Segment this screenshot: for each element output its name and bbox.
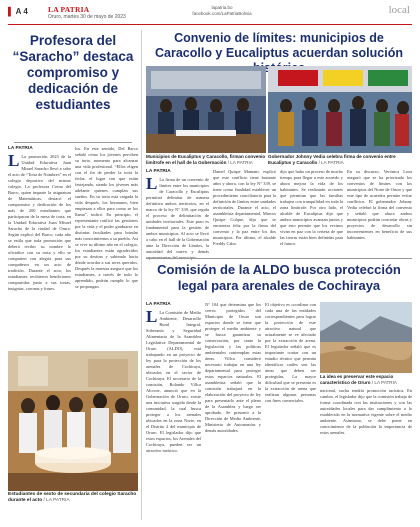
page-number: [8, 7, 28, 16]
drop-cap: L: [8, 151, 20, 170]
article-left-col2: [75, 146, 138, 346]
section-name: local: [388, 4, 410, 16]
page-header: [0, 0, 420, 26]
article-top-col3: [280, 169, 343, 255]
signing-photo: [146, 66, 266, 153]
students-image: [8, 351, 138, 491]
students-photo: [8, 351, 138, 491]
article-left-col1: [8, 146, 71, 346]
column-divider: [141, 30, 142, 520]
story-divider: [146, 258, 412, 259]
issue-date: Oruro, martes 30 de mayo de 2023: [48, 14, 126, 20]
website-info: lapatria.bo facebook.com/LaPatriaBolivia: [192, 5, 252, 16]
headline-rule: [14, 142, 132, 143]
photo-caption-governor: [268, 154, 412, 165]
body-text: los. En este sentido, Del Barco señaló cómo los jóvenes perciben su torta, momento para alcanzar una vida profesional. “Ellos eligen con el fin de perder la torta la fecha, el lugar con que están festejando, siendo los jóvenes más adelante quienes cumplan sus sueños. En su torta esta cargada la vida después, los hermanos, bien empiezan a ellos para como se los llama”, indicó. En principio, el representante ratificó las gestiones por la vida y el poder graduarse en distintas facultades para brindar más conocimientos a su pueblo. Así se vive su último año en el colegio, los estudiantes están agradecidos por su destino y sabiendo hacia dónde acordar a sus seres queridos. Después la maestra aseguró que los estudiantes, a través de todo lo aprendido, podrán cumplir lo que se propongan.: [75, 146, 138, 289]
photo-caption-arenales: [320, 374, 412, 385]
kicker: LA PATRIA: [8, 146, 33, 151]
kicker: LA PATRIA: [146, 169, 171, 174]
photo-credit: / LA PATRIA: [227, 159, 253, 165]
caption-text: Gobernador Johnny Vedia celebra firma de convenio entre Eucaliptus y Caracollo: [268, 154, 396, 165]
arenales-image: [320, 302, 412, 373]
drop-cap: L: [146, 174, 158, 193]
body-text: La promoción 2023 de la Unidad Educativa Juan Misael Saracho llevó a cabo el acto de “Torta de Nombres” en el colegio deportivo del mismo colegio. La profesora Cerna del Barco, quien imparte la asignatura de Matemáticas, destacó el compromiso y dedicación de los más de 200 estudiantes que participaron de la mesa de torta, en la Unidad Educativa Juan Misael Saracho de la ciudad de Oruro. Según explicó del Barco, cada año se estila que toda promoción que deberá recibir su nombre lo oficialice con su torta y ello se comparten con alegría para sus compañeros en un acto de tradición. Durante el acto, los estudiantes recibieron bendiciones compartidas junto a sus tortas, insignias, coronas y frases.: [8, 154, 71, 291]
article-top-col1: [146, 169, 209, 255]
kicker: LA PATRIA: [146, 302, 171, 307]
page-marker-icon: ▌: [8, 7, 14, 16]
article-top-col2: [213, 169, 276, 255]
body-text: nacional, sucha tendría promoción turística. En cambio, el legislador dijo que la comisión trabaja de forma coordinada con las instituciones y con las autoridades locales para dar cumplimiento a lo establecido en la normativa vigente sobre el medio ambiente. Asimismo, se debe poner en conocimiento de la población la importancia de estos arenales.: [320, 388, 412, 435]
body-text: Daniel Quispe Mamani, explicó que este conflicto tiene bastante años y ahora, con la ley N° 339, se tiene como finalidad establecer un procedimiento conciliatorio para la definición de límites entre unidades territoriales. Durante el acto, el asambleísta departamental, Marcos Quispe Colque, dijo que se encuentra feliz por la firma del convenio y la paz entre los dos municipios. Por último, el alcalde Freddy Cabo.: [213, 169, 276, 246]
caption-text: La idea es preservar este espacio característico de Oruro: [320, 374, 394, 385]
header-divider: [8, 24, 412, 25]
photo-credit: / LA PATRIA: [371, 379, 397, 385]
article-top-col4: [347, 169, 412, 255]
body-text: El objetivo es coordinar con cada una de las entidades correspondientes para lograr la protección de este atractivo natural que actualmente se ve afectado por la extracción de arena. El legislador señaló que es importante contar con un estudio técnico que permita identificar cuáles son las áreas que deben ser protegidas. La mayor dificultad que se presenta es la extracción de arena que realizan algunas personas con fines comerciales.: [265, 302, 316, 403]
page-label: A 4: [15, 7, 28, 16]
newspaper-logo: LA PATRIA: [48, 5, 90, 14]
article-bottom-col1: [146, 302, 201, 520]
photo-credit: / LA PATRIA: [43, 498, 70, 503]
body-text: La firma de un convenio de límites entre los municipios de Caracollo y Eucaliptus permitirá delimitar de manera definitiva ambos territorios, en el marco de la ley N° 339, que regula el proceso de delimitación de unidades territoriales. Este paso es fundamental para la gestión de ambos municipios. Al acto se llevó a cabo en el hall de la Gobernación ante la Dirección de Límites, la autoridad del nuevo y demás: [146, 177, 209, 254]
headline-top: Convenio de límites: municipios de Caracollo y Eucaliptus acuerdan solución: [155, 31, 403, 60]
caption-text: Municipios de Eucaliptus y Caracollo, firman convenio limítrofe en el hall de la Gobernación: [146, 154, 266, 165]
body-text: La Comisión de Medio Ambiente, Desarrollo Rural Integral, Soberanía y Seguridad Alimentaria de la Asamblea Legislativa Departamental de Oruro (ALDO), está trabajando en un proyecto de ley para la protección de los arenales de Cochiraya, ubicados en el sector de Cochiraya. El secretario de la comisión, Rolando Villca Alcocer, anunció que en la Gobernación de Oruro, existe una iniciativa surgida desde la comunidad, la cual busca proteger a los arenales ubicados en la zona Norte, en el Distrito 2 del municipio de Oruro. El legislador dijo que estos espacios, los Arenales del Cochiraya, pueden ser un atractivo turístico.: [146, 310, 201, 453]
governor-photo: [268, 66, 412, 153]
body-text: dijo que hubo un proceso de mucho tiempo para llegar a este acuerdo y ahora mejora la vida de los habitantes. Se realizarán acciones que permitan que las familias trabajen con tranquilidad en toda la zona limítrofe. Por otro lado, el alcalde de Eucaliptus dijo que ambos municipios avanzan juntos y que esto permite que los vecinos vivan en paz con la certeza de que las tierras están bien definidas para el futuro.: [280, 169, 343, 246]
arenales-photo: [320, 302, 412, 373]
article-bottom-col2: [205, 302, 261, 520]
photo-caption-signing: [146, 154, 266, 165]
governor-image: [268, 66, 412, 153]
body-text: En su discurso, Verónica Loza aseguró que se ha priorizado los convenios de límites con los municipios del Norte de Oruro y que este tipo de acuerdos permite evitar conflictos. El gobernador Johnny Vedia celebró la firma del convenio y señaló que ahora ambos municipios podrán concretar obras y proyectos de desarrollo sin inconvenientes en beneficio de sus habitantes.: [347, 169, 412, 240]
photo-caption-left: [8, 492, 138, 504]
drop-cap: L: [146, 307, 158, 326]
photo-credit: / LA PATRIA: [318, 159, 344, 165]
caption-text: Estudiantes de sexto de secundaria del colegio Saracho durante el acto: [8, 492, 137, 503]
headline-left: Profesora del “Saracho” destaca compromiso y dedicación de estudiantes: [12, 33, 134, 112]
article-bottom-col4: [320, 388, 412, 520]
headline-bottom: Comisión de la ALDO busca protección legal para arenales de Cochiraya: [157, 262, 401, 293]
body-text: N° 104 que determina que los cerros protegidos del Municipio de Oruro son espacios donde se tiene que proteger el medio ambiente y se busca garantizar su conservación, por tanto la legislación y las políticas ambientales contemplan estas áreas. Villca consideró necesario trabajar en una ley departamental para proteger estos espacios naturales. El asambleísta señaló que la comisión trabajará en la elaboración del proyecto de ley para presentarlo ante el pleno de la Asamblea y luego ser aprobado. Se presentó a la Dirección de Medio Ambiente, Ministerio de Autonomías y demás autoridades.: [205, 302, 261, 433]
article-bottom-col3: [265, 302, 316, 520]
signing-image: [146, 66, 266, 153]
